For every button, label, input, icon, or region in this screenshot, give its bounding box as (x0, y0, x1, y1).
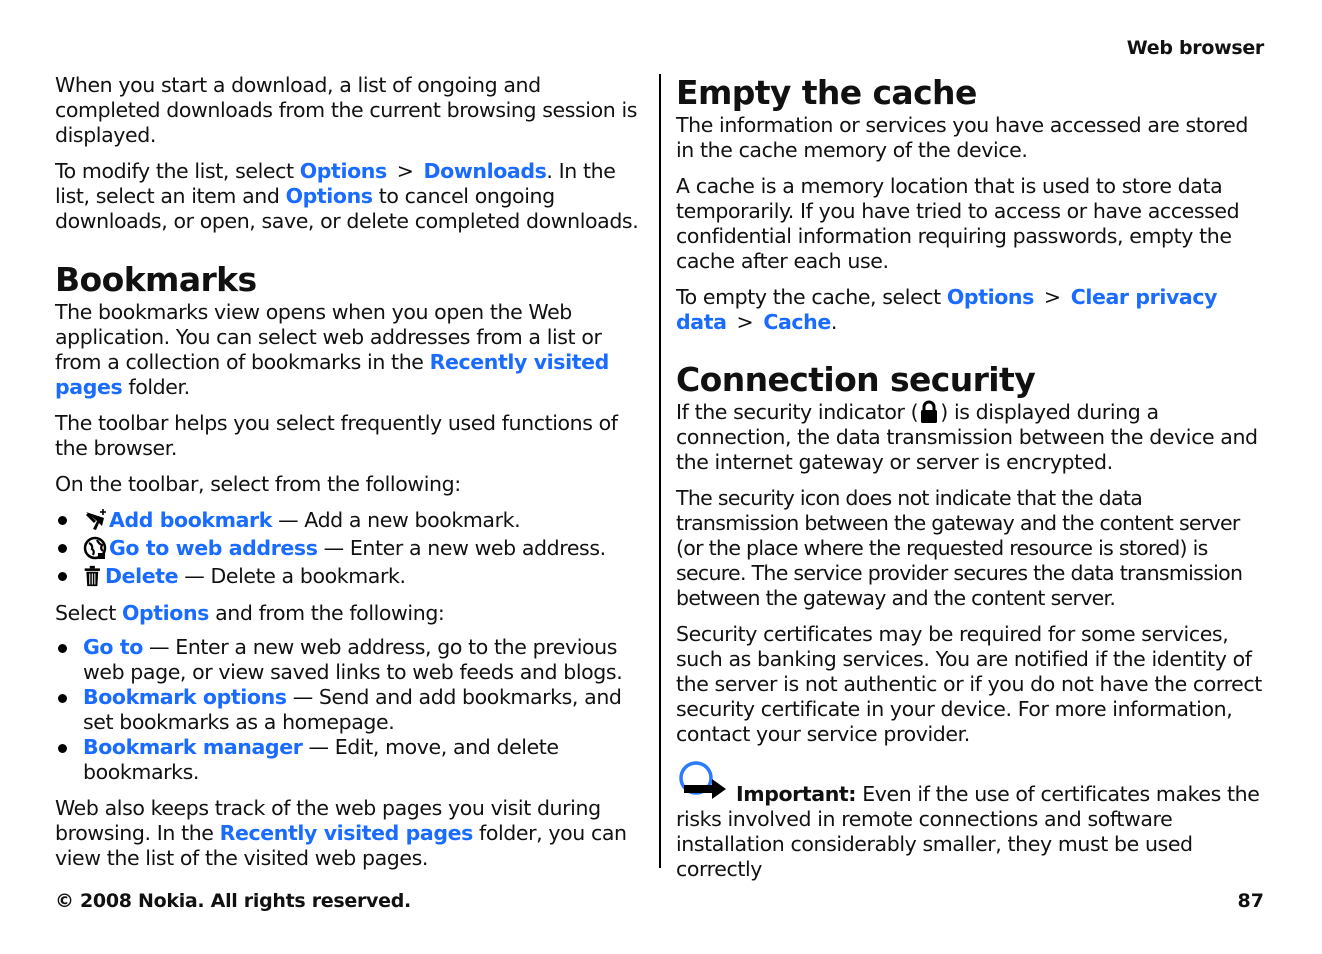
lock-icon (918, 400, 940, 424)
toolbar-list (55, 506, 645, 590)
left-column (55, 73, 645, 871)
trash-icon (83, 564, 105, 588)
select-options-paragraph: Select Options and from the following: (55, 601, 445, 625)
bookmark-manager-link[interactable]: Bookmark manager (83, 735, 303, 759)
menu-separator: > (736, 310, 754, 334)
cache-paragraph-1: The information or services you have accessed are stored in the cache memory of the device. (676, 113, 1248, 162)
list-item: Add bookmark — Add a new bookmark. (55, 506, 645, 534)
important-label: Important: (736, 782, 857, 806)
downloads-link[interactable]: Downloads (423, 159, 547, 183)
important-icon (676, 761, 736, 803)
delete-link[interactable]: Delete (105, 564, 179, 588)
web-history-paragraph: Web also keeps track of the web pages you visit during browsing. In the Recently visited pages folder, you can view the list of the visited web pages. (55, 796, 627, 870)
downloads-paragraph: When you start a download, a list of ongoing and completed downloads from the current browsing session is displayed. (55, 73, 638, 147)
clear-privacy-data-link[interactable]: Clear privacy data (676, 285, 1218, 334)
modify-list-paragraph: To modify the list, select Options > Downloads. In the list, select an item and Options to cancel ongoing downloads, or open, save, or delete completed downloads. (55, 159, 639, 233)
copyright: © 2008 Nokia. All rights reserved. (55, 890, 411, 912)
options-list (55, 635, 645, 785)
go-to-link[interactable]: Go to (83, 635, 143, 659)
cache-instruction: To empty the cache, select Options > Clear privacy data > Cache. (676, 285, 1218, 334)
list-item: Delete — Delete a bookmark. (55, 562, 645, 590)
important-note: Important: Even if the use of certificates makes the risks involved in remote connections and software installation considerably smaller, they must be used correctly (676, 761, 1266, 882)
options-link[interactable]: Options (299, 159, 387, 183)
page-number: 87 (1237, 890, 1264, 912)
security-paragraph-2: The security icon does not indicate that the data transmission between the gateway and the content server (or the place where the requested resource is stored) is secure. The service provider secures the data transmission between the gateway and the content server. (676, 486, 1243, 610)
list-item: Bookmark manager — Edit, move, and delete bookmarks. (55, 735, 645, 785)
list-item: Go to web address — Enter a new web address. (55, 534, 645, 562)
options-link-4[interactable]: Options (946, 285, 1034, 309)
toolbar-instruction: On the toolbar, select from the following: (55, 472, 461, 496)
cache-link[interactable]: Cache (763, 310, 831, 334)
security-paragraph-1: If the security indicator ( ) is displayed during a connection, the data transmission between the device and the internet gateway or server is encrypted. (676, 400, 1258, 474)
running-header: Web browser (1126, 37, 1264, 59)
go-to-web-address-link[interactable]: Go to web address (109, 536, 318, 560)
connection-security-heading: Connection security (676, 360, 1036, 399)
recently-visited-pages-link-2[interactable]: Recently visited pages (219, 821, 473, 845)
globe-icon (83, 536, 109, 560)
bookmarks-intro-paragraph: The bookmarks view opens when you open the Web application. You can select web addresses from a list or from a collection of bookmarks in the Recently visited pages folder. (55, 300, 609, 399)
security-paragraph-3: Security certificates may be required for some services, such as banking services. You are notified if the identity of the server is not authentic or if you do not have the correct security certificate in your device. For more information, contact your service provider. (676, 622, 1262, 746)
recently-visited-pages-link[interactable]: Recently visited pages (55, 350, 609, 399)
cache-paragraph-2: A cache is a memory location that is used to store data temporarily. If you have tried to access or have accessed confidential information requiring passwords, empty the cache after each use. (676, 174, 1240, 273)
right-column (676, 73, 1266, 882)
menu-separator: > (1043, 285, 1061, 309)
add-bookmark-link[interactable]: Add bookmark (109, 508, 272, 532)
options-link-3[interactable]: Options (121, 601, 209, 625)
menu-separator: > (396, 159, 414, 183)
toolbar-paragraph: The toolbar helps you select frequently used functions of the browser. (55, 411, 618, 460)
add-bookmark-icon (83, 508, 109, 532)
bookmarks-heading: Bookmarks (55, 260, 257, 299)
options-link-2[interactable]: Options (285, 184, 373, 208)
list-item: Go to — Enter a new web address, go to the previous web page, or view saved links to web feeds and blogs. (55, 635, 645, 685)
list-item: Bookmark options — Send and add bookmarks, and set bookmarks as a homepage. (55, 685, 645, 735)
bookmark-options-link[interactable]: Bookmark options (83, 685, 287, 709)
empty-cache-heading: Empty the cache (676, 73, 977, 112)
column-divider (659, 74, 661, 868)
